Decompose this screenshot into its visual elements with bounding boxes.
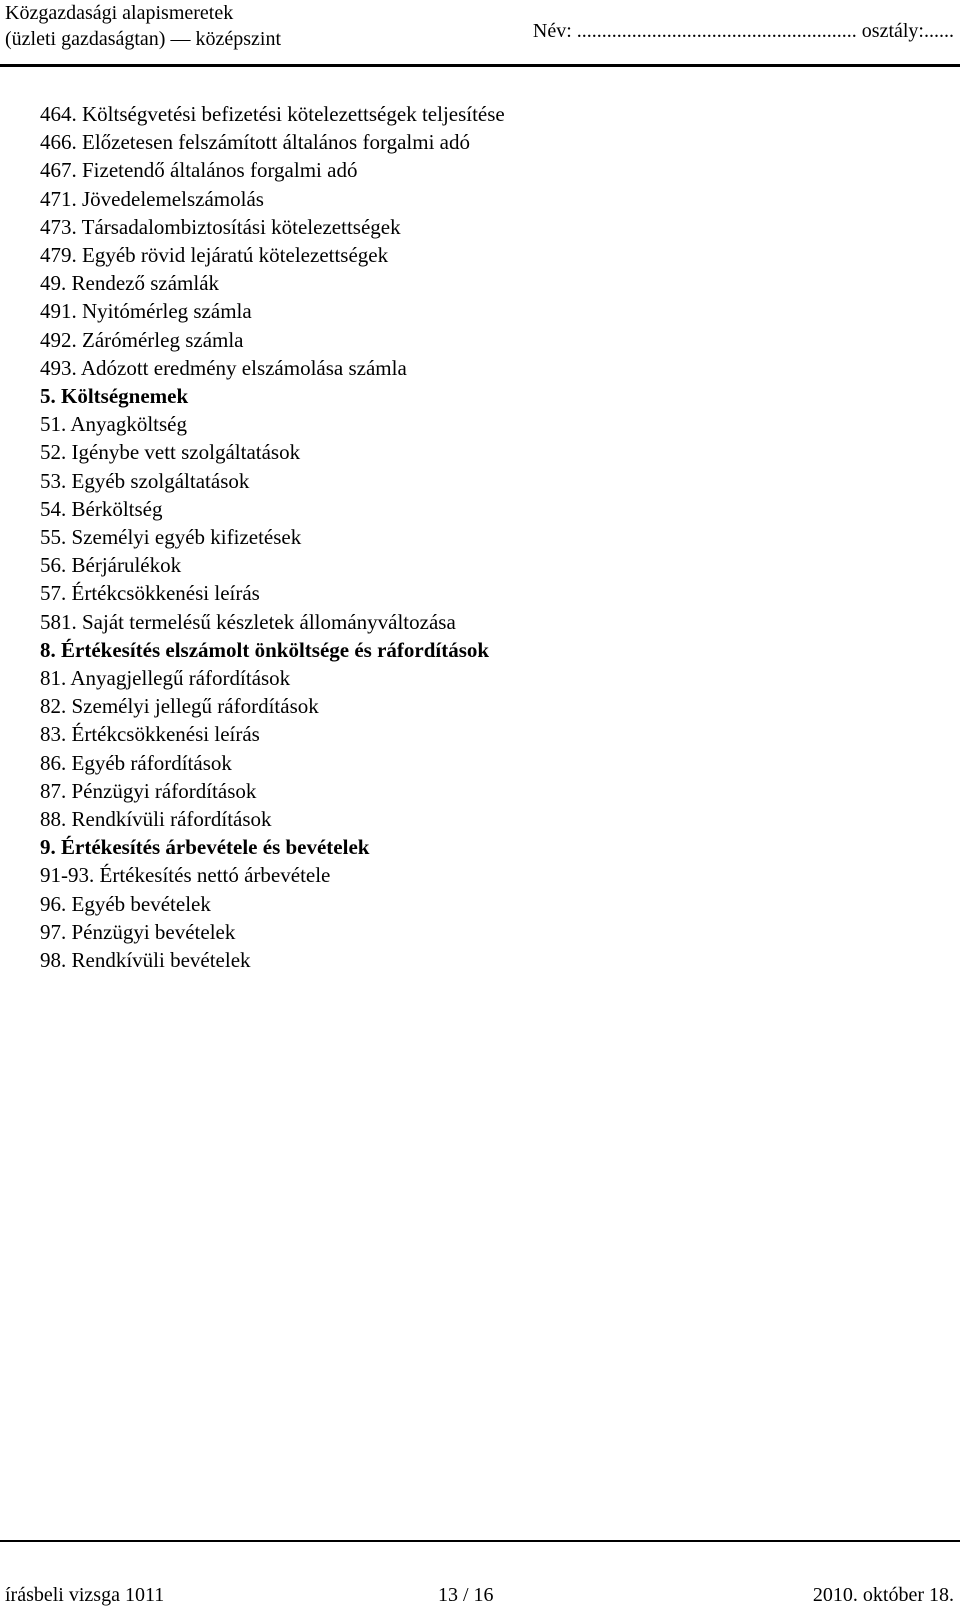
account-list [40,100,920,974]
account-list-item: 96. Egyéb bevételek [40,891,211,916]
account-group-heading: 8. Értékesítés elszámolt önköltsége és ráfordítások [40,637,490,662]
account-list-item: 54. Bérköltség [40,496,163,521]
account-list-item: 83. Értékcsökkenési leírás [40,722,260,747]
account-list-item: 91-93. Értékesítés nettó árbevétele [40,863,331,888]
account-list-item: 473. Társadalombiztosítási kötelezettségek [40,214,401,239]
header-divider [0,64,960,67]
account-list-item: 51. Anyagköltség [40,412,187,437]
account-list-item: 464. Költségvetési befizetési kötelezettségek teljesítése [40,102,505,126]
account-list-item: 467. Fizetendő általános forgalmi adó [40,158,358,183]
account-list-item: 87. Pénzügyi ráfordítások [40,778,257,803]
account-list-item: 479. Egyéb rövid lejáratú kötelezettségek [40,243,389,268]
account-list-item: 493. Adózott eredmény elszámolása számla [40,355,407,380]
footer-divider [0,1540,960,1542]
account-list-item: 466. Előzetesen felszámított általános forgalmi adó [40,130,470,155]
account-list-item: 491. Nyitómérleg számla [40,299,252,324]
account-list-item: 49. Rendező számlák [40,271,220,296]
account-list-item: 97. Pénzügyi bevételek [40,919,236,944]
exam-date: 2010. október 18. [812,1584,954,1606]
account-list-item: 55. Személyi egyéb kifizetések [40,525,302,550]
page-footer [0,1582,960,1612]
page-header [0,0,960,68]
account-list-item: 82. Személyi jellegű ráfordítások [40,694,319,719]
account-list-item: 471. Jövedelemelszámolás [40,186,264,211]
account-group-heading: 5. Költségnemek [40,384,189,409]
account-list-item: 86. Egyéb ráfordítások [40,750,232,775]
subject-line-1: Közgazdasági alapismeretek [5,2,234,24]
exam-code: írásbeli vizsga 1011 [5,1584,165,1606]
account-list-item: 88. Rendkívüli ráfordítások [40,807,272,832]
account-list-item: 56. Bérjárulékok [40,553,182,578]
account-list-item: 53. Egyéb szolgáltatások [40,468,250,493]
account-list-item: 52. Igénybe vett szolgáltatások [40,440,301,465]
account-list-item: 581. Saját termelésű készletek állományváltozása [40,609,456,634]
account-list-item: 81. Anyagjellegű ráfordítások [40,666,291,691]
name-class-field: Név: ........................................................ osztály:...... [532,20,954,42]
account-group-heading: 9. Értékesítés árbevétele és bevételek [40,835,370,860]
account-list-item: 492. Zárómérleg számla [40,327,244,352]
page-number: 13 / 16 [438,1584,494,1606]
subject-line-2: (üzleti gazdaságtan) — középszint [5,28,281,50]
account-list-item: 57. Értékcsökkenési leírás [40,581,260,606]
account-list-item: 98. Rendkívüli bevételek [40,948,251,973]
subject-title [5,0,281,52]
